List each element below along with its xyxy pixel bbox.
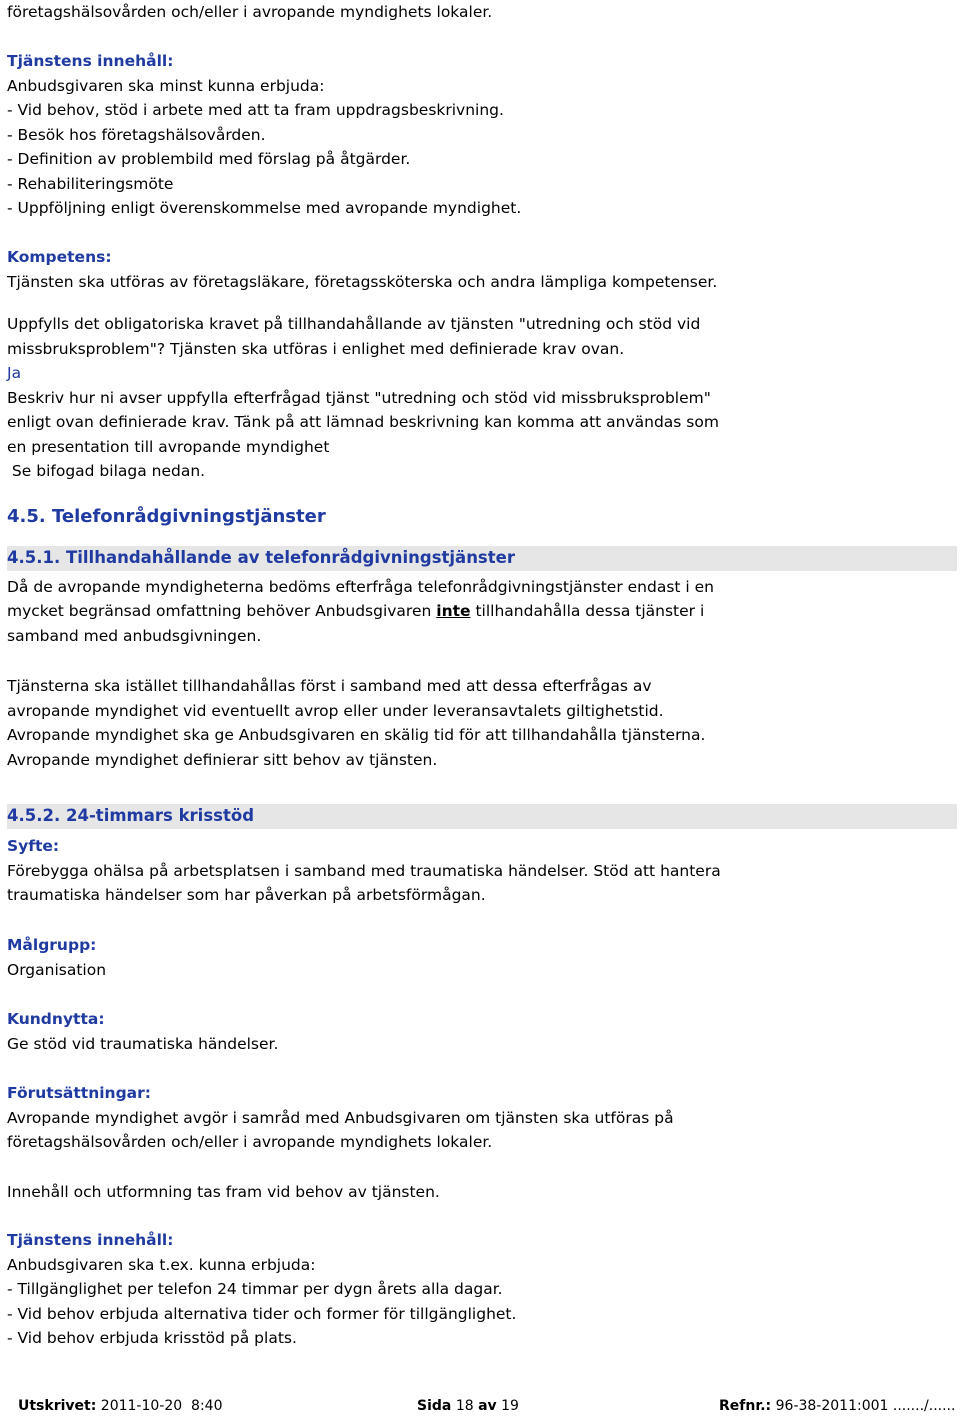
question-line: Uppfylls det obligatoriska kravet på tillhandahållande av tjänsten "utredning och stöd vid <box>7 315 701 333</box>
footer-page-total: 19 <box>501 1398 519 1414</box>
list-item: - Vid behov erbjuda alternativa tider och former för tillgänglighet. <box>7 1304 517 1323</box>
competence-block <box>7 245 957 294</box>
service-content-block <box>7 49 957 221</box>
customer-benefit-block <box>7 1007 957 1056</box>
list-item: - Vid behov erbjuda krisstöd på plats. <box>7 1329 297 1347</box>
footer-printed-label: Utskrivet: <box>18 1398 97 1414</box>
text-line: Anbudsgivaren ska minst kunna erbjuda: <box>7 76 325 95</box>
footer-page-label: Sida <box>417 1398 452 1414</box>
target-group-block <box>7 933 957 982</box>
text-line: traumatiska händelser som har påverkan på arbetsförmågan. <box>7 886 486 904</box>
content-note-block <box>7 1180 957 1205</box>
footer-page-current: 18 <box>455 1398 474 1414</box>
footer-printed-value: 2011-10-20 8:40 <box>100 1398 223 1414</box>
text-line <box>7 599 957 624</box>
subsection-heading: 4.5.1. Tillhandahållande av telefonrådgivningstjänster <box>7 546 957 571</box>
section-4-5 <box>7 505 957 530</box>
section-label: Tjänstens innehåll: <box>7 1231 174 1249</box>
list-item: - Besök hos företagshälsovården. <box>7 125 266 144</box>
footer-reference <box>719 1396 955 1416</box>
list-item: - Vid behov, stöd i arbete med att ta fram uppdragsbeskrivning. <box>7 101 504 119</box>
text-line: avropande myndighet vid eventuellt avrop eller under leveransavtalets giltighetstid. <box>7 701 664 720</box>
text-line: Organisation <box>7 960 107 979</box>
section-label: Kompetens: <box>7 248 112 266</box>
list-item: - Definition av problembild med förslag på åtgärder. <box>7 150 411 168</box>
answer-text: Se bifogad bilaga nedan. <box>7 462 206 480</box>
footer-page-of: av <box>478 1398 497 1414</box>
text-line: Innehåll och utformning tas fram vid behov av tjänsten. <box>7 1183 440 1201</box>
service-content-block-2 <box>7 1228 957 1351</box>
text-line: Tjänsten ska utföras av företagsläkare, företagssköterska och andra lämpliga kompetenser. <box>7 272 718 291</box>
purpose-block <box>7 834 957 908</box>
section-label: Förutsättningar: <box>7 1084 151 1102</box>
text-line: Ge stöd vid traumatiska händelser. <box>7 1034 279 1053</box>
section-label: Målgrupp: <box>7 936 97 954</box>
text-line: Förebygga ohälsa på arbetsplatsen i samband med traumatiska händelser. Stöd att hantera <box>7 861 721 880</box>
section-label: Tjänstens innehåll: <box>7 52 174 70</box>
footer-ref-label: Refnr.: <box>719 1398 772 1414</box>
requirement-question-block <box>7 312 957 484</box>
text-fragment: tillhandahålla dessa tjänster i <box>470 602 705 620</box>
list-item: - Uppföljning enligt överenskommelse med avropande myndighet. <box>7 199 522 217</box>
section-4-5-2 <box>7 804 957 829</box>
text-line: Avropande myndighet definierar sitt behov av tjänsten. <box>7 750 438 769</box>
text-line: företagshälsovården och/eller i avropande myndighets lokaler. <box>7 1133 493 1151</box>
text-line: Avropande myndighet ska ge Anbudsgivaren en skälig tid för att tillhandahålla tjänsterna. <box>7 726 706 744</box>
question-line: Beskriv hur ni avser uppfylla efterfrågad tjänst "utredning och stöd vid missbruksproblem" <box>7 388 711 407</box>
intro-block <box>7 0 957 25</box>
footer-printed <box>18 1396 222 1416</box>
emphasis-text: inte <box>436 602 471 620</box>
text-line: samband med anbudsgivningen. <box>7 626 262 645</box>
subsection-heading: 4.5.2. 24-timmars krisstöd <box>7 804 957 829</box>
text-line: Då de avropande myndigheterna bedöms efterfråga telefonrådgivningstjänster endast i en <box>7 577 714 596</box>
text-line: Avropande myndighet avgör i samråd med Anbudsgivaren om tjänsten ska utföras på <box>7 1108 674 1127</box>
answer-value: Ja <box>7 364 22 382</box>
prerequisites-block <box>7 1081 957 1155</box>
section-label: Syfte: <box>7 837 60 855</box>
text-line: företagshälsovården och/eller i avropande myndighets lokaler. <box>7 3 493 21</box>
footer-page-number <box>417 1396 519 1416</box>
question-line: en presentation till avropande myndighet <box>7 437 330 456</box>
question-line: enligt ovan definierade krav. Tänk på att lämnad beskrivning kan komma att användas som <box>7 413 719 431</box>
text-line: Tjänsterna ska istället tillhandahållas först i samband med att dessa efterfrågas av <box>7 677 652 695</box>
text-fragment: mycket begränsad omfattning behöver Anbudsgivaren <box>7 602 437 620</box>
section-4-5-1 <box>7 546 957 772</box>
footer-ref-value: 96-38-2011:001 ......./...... <box>775 1398 956 1414</box>
question-line: missbruksproblem"? Tjänsten ska utföras i enlighet med definierade krav ovan. <box>7 339 625 358</box>
text-line: Anbudsgivaren ska t.ex. kunna erbjuda: <box>7 1255 316 1274</box>
section-heading: 4.5. Telefonrådgivningstjänster <box>7 506 326 527</box>
list-item: - Tillgänglighet per telefon 24 timmar per dygn årets alla dagar. <box>7 1280 503 1298</box>
section-label: Kundnytta: <box>7 1010 105 1028</box>
list-item: - Rehabiliteringsmöte <box>7 174 174 193</box>
